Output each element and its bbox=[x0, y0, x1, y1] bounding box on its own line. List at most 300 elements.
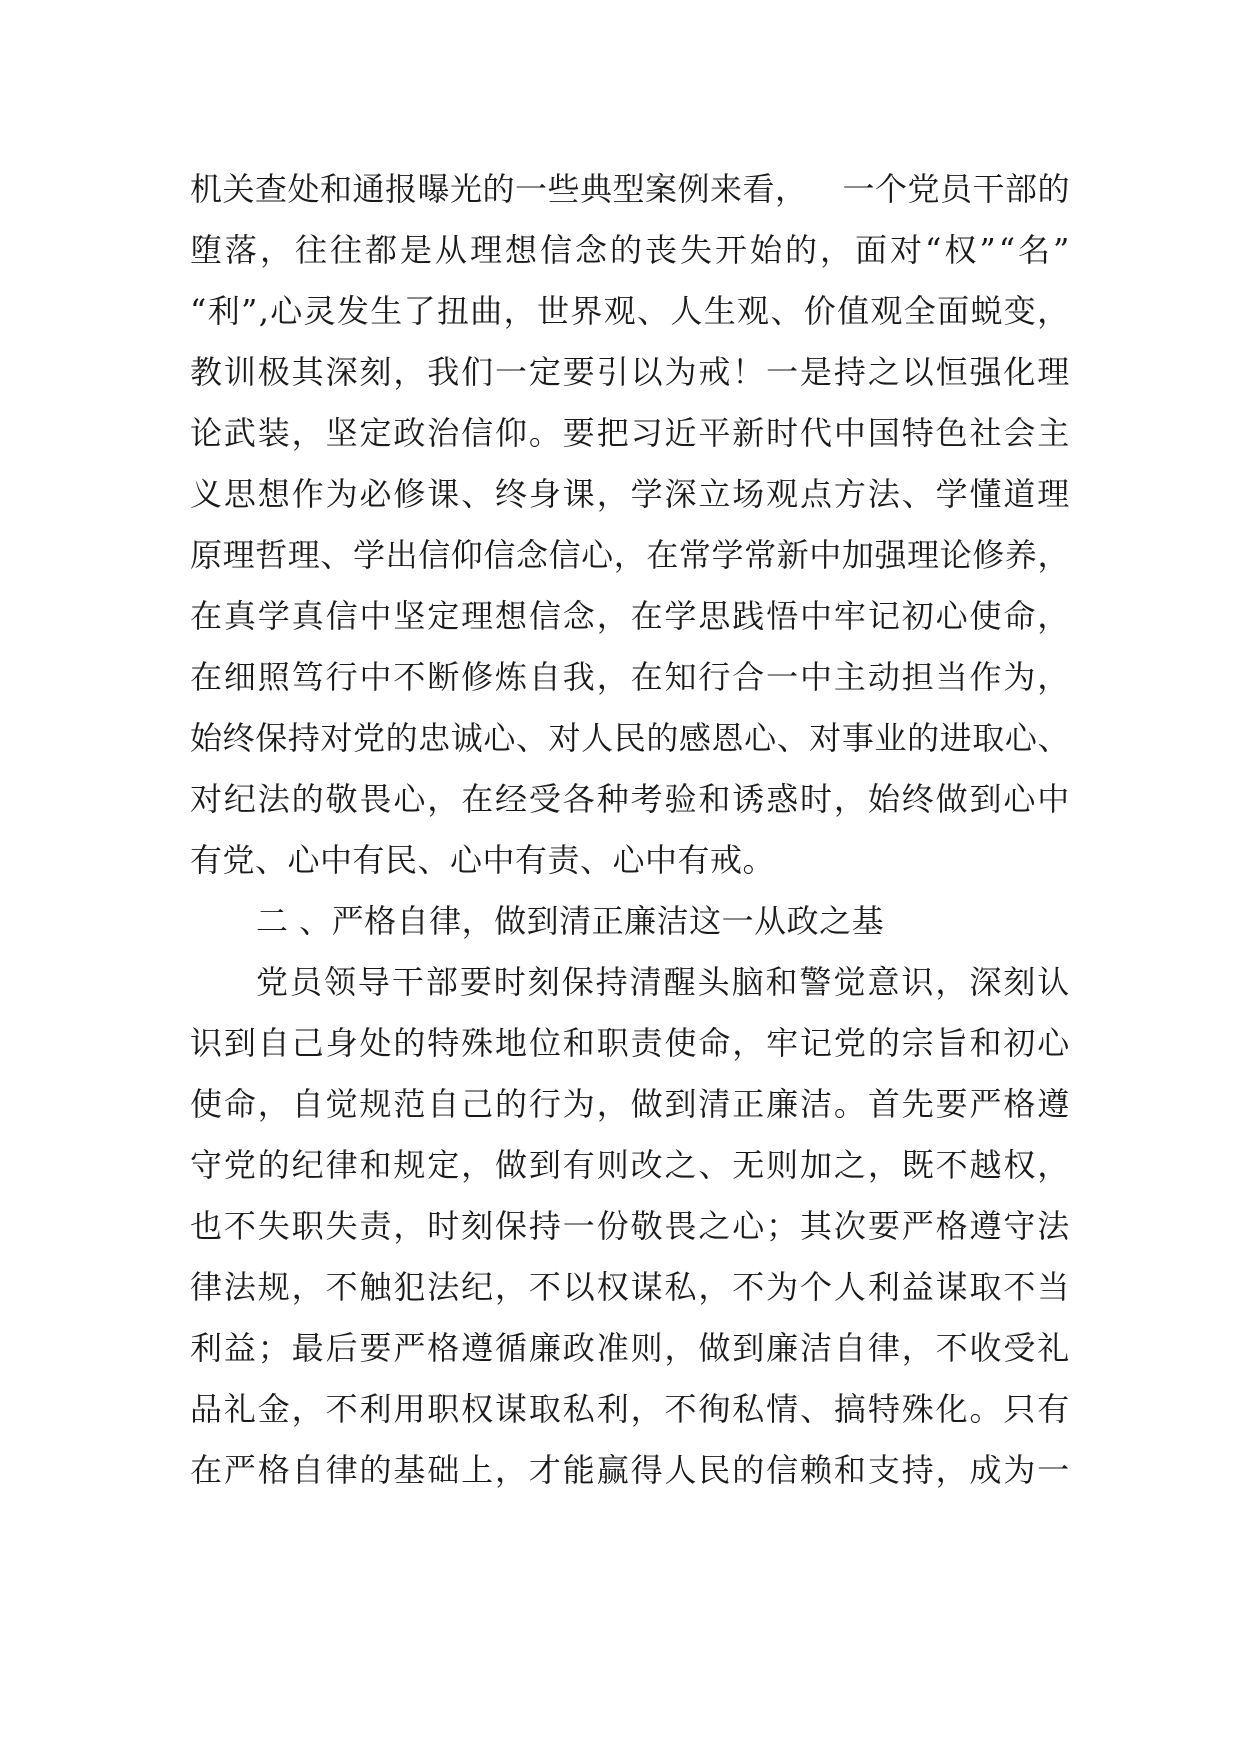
glyph: 使 bbox=[664, 1024, 697, 1062]
glyph: 私 bbox=[732, 1390, 765, 1428]
glyph: 律 bbox=[325, 1451, 359, 1489]
glyph: 自 bbox=[257, 1024, 291, 1062]
glyph: 正 bbox=[732, 1085, 765, 1123]
paragraph-line bbox=[190, 403, 1070, 464]
glyph: 理 bbox=[222, 536, 256, 574]
glyph: 的 bbox=[495, 1085, 528, 1123]
glyph: 成 bbox=[969, 1451, 1002, 1489]
glyph: 记 bbox=[867, 597, 901, 635]
glyph: 为 bbox=[1003, 1451, 1036, 1489]
glyph: 定 bbox=[427, 1146, 460, 1184]
glyph: 真 bbox=[223, 597, 257, 635]
paragraph-line bbox=[190, 769, 1070, 830]
glyph: ， bbox=[1037, 292, 1070, 330]
glyph: 中 bbox=[800, 597, 833, 635]
glyph: 训 bbox=[223, 353, 257, 391]
glyph: 在 bbox=[190, 1451, 223, 1489]
glyph: 理 bbox=[470, 231, 503, 269]
glyph: 做 bbox=[935, 780, 969, 818]
paragraph-line bbox=[190, 281, 1070, 342]
glyph: 导 bbox=[357, 963, 391, 1001]
glyph: 得 bbox=[630, 1451, 664, 1489]
glyph: 做 bbox=[630, 1085, 664, 1123]
glyph: 心 bbox=[732, 1207, 765, 1245]
glyph: 失 bbox=[325, 1207, 359, 1245]
glyph: 、 bbox=[901, 475, 935, 513]
glyph: 真 bbox=[291, 597, 325, 635]
glyph: 持 bbox=[833, 353, 867, 391]
glyph: 益 bbox=[901, 1268, 935, 1306]
glyph: 信 bbox=[418, 536, 451, 574]
glyph: 为 bbox=[562, 1085, 596, 1123]
glyph: 遵 bbox=[969, 1207, 1002, 1245]
glyph: 有 bbox=[1037, 1390, 1070, 1428]
glyph: 始 bbox=[750, 231, 783, 269]
glyph: 考 bbox=[630, 780, 664, 818]
glyph: 政 bbox=[393, 414, 426, 452]
glyph: 当 bbox=[935, 658, 969, 696]
glyph: ， bbox=[867, 1146, 901, 1184]
glyph: 才 bbox=[528, 1451, 562, 1489]
glyph: ” bbox=[1053, 231, 1070, 269]
glyph: 和 bbox=[562, 1024, 596, 1062]
glyph: 自 bbox=[291, 1451, 325, 1489]
glyph: ， bbox=[495, 1451, 528, 1489]
paragraph-line-text: 机关查处和通报曝光的一些典型案例来看， bbox=[190, 170, 808, 208]
glyph: 念 bbox=[515, 536, 549, 574]
glyph: 课 bbox=[562, 475, 596, 513]
glyph: 也 bbox=[190, 1207, 223, 1245]
glyph: 洁 bbox=[800, 1329, 833, 1367]
glyph: 堕 bbox=[190, 231, 223, 269]
glyph: ， bbox=[820, 231, 853, 269]
glyph: 识 bbox=[190, 1024, 223, 1062]
glyph: 利 bbox=[867, 1268, 901, 1306]
glyph: 理 bbox=[907, 536, 940, 574]
glyph: ， bbox=[935, 1451, 969, 1489]
glyph: ， bbox=[291, 1390, 325, 1428]
glyph: 信 bbox=[766, 1451, 799, 1489]
paragraph-line bbox=[190, 464, 1070, 525]
glyph: 验 bbox=[664, 780, 697, 818]
paragraph-line-text bbox=[190, 586, 1070, 647]
glyph: 、 bbox=[698, 1146, 731, 1184]
glyph: 刻 bbox=[1003, 963, 1036, 1001]
glyph: 以 bbox=[630, 353, 664, 391]
glyph: 合 bbox=[732, 658, 765, 696]
paragraph-line-text bbox=[190, 1135, 1070, 1196]
glyph: 初 bbox=[1003, 1024, 1036, 1062]
glyph: 中 bbox=[833, 414, 867, 452]
glyph: 责 bbox=[630, 1024, 664, 1062]
glyph: 支 bbox=[867, 1451, 901, 1489]
glyph: 仰 bbox=[450, 536, 484, 574]
glyph: 持 bbox=[901, 1451, 935, 1489]
glyph: ， bbox=[393, 1207, 426, 1245]
glyph: 不 bbox=[393, 658, 426, 696]
glyph: 使 bbox=[969, 597, 1002, 635]
glyph: 不 bbox=[935, 1329, 969, 1367]
glyph: ， bbox=[427, 780, 460, 818]
glyph: “ bbox=[925, 231, 942, 269]
glyph: 宗 bbox=[901, 1024, 935, 1062]
glyph: 要 bbox=[459, 963, 493, 1001]
glyph: 权 bbox=[1003, 1146, 1036, 1184]
glyph: 纪 bbox=[461, 1268, 494, 1306]
glyph: 基 bbox=[393, 1451, 426, 1489]
glyph: 脑 bbox=[731, 963, 765, 1001]
glyph: 其 bbox=[800, 1207, 833, 1245]
glyph: 义 bbox=[190, 475, 223, 513]
glyph: 诚 bbox=[450, 719, 484, 757]
glyph: 加 bbox=[841, 536, 875, 574]
paragraph-line bbox=[190, 1013, 1070, 1074]
glyph: 一 bbox=[495, 353, 528, 391]
glyph: 谋 bbox=[495, 1390, 528, 1428]
glyph: 敬 bbox=[630, 1207, 664, 1245]
glyph: 出 bbox=[385, 536, 419, 574]
glyph: 的 bbox=[610, 231, 643, 269]
glyph: ， bbox=[732, 1024, 765, 1062]
glyph: 们 bbox=[461, 353, 494, 391]
glyph: 收 bbox=[969, 1329, 1002, 1367]
glyph: 在 bbox=[630, 658, 664, 696]
glyph: 职 bbox=[596, 1024, 630, 1062]
glyph: 学 bbox=[664, 597, 697, 635]
glyph: 定 bbox=[359, 414, 392, 452]
glyph: 无 bbox=[732, 1146, 765, 1184]
glyph: 定 bbox=[427, 597, 460, 635]
glyph: ， bbox=[935, 963, 968, 1001]
glyph: 触 bbox=[359, 1268, 392, 1306]
glyph: ， bbox=[1037, 1146, 1070, 1184]
glyph: 则 bbox=[630, 1329, 664, 1367]
glyph: 强 bbox=[874, 536, 907, 574]
glyph: 种 bbox=[596, 780, 630, 818]
glyph: 范 bbox=[393, 1085, 426, 1123]
glyph: 头 bbox=[697, 963, 731, 1001]
glyph: 持 bbox=[287, 719, 321, 757]
glyph: 其 bbox=[291, 353, 325, 391]
glyph: 细 bbox=[223, 658, 257, 696]
glyph: 一 bbox=[1037, 1451, 1070, 1489]
glyph: 之 bbox=[867, 353, 901, 391]
glyph: ， bbox=[257, 1085, 291, 1123]
glyph: 位 bbox=[528, 1024, 562, 1062]
paragraph-line bbox=[190, 525, 1070, 586]
glyph: 定 bbox=[528, 353, 562, 391]
glyph: 到 bbox=[732, 1329, 765, 1367]
glyph: 开 bbox=[715, 231, 748, 269]
glyph: 守 bbox=[190, 1146, 223, 1184]
glyph: 信 bbox=[540, 231, 573, 269]
glyph: 动 bbox=[867, 658, 901, 696]
glyph: 遵 bbox=[1037, 1085, 1070, 1123]
glyph: 常 bbox=[744, 536, 777, 574]
glyph: 情 bbox=[766, 1390, 799, 1428]
glyph: 不 bbox=[325, 1390, 359, 1428]
glyph: 心 bbox=[393, 780, 426, 818]
glyph: 利 bbox=[359, 1390, 392, 1428]
glyph: 理 bbox=[461, 597, 494, 635]
glyph: 我 bbox=[427, 353, 460, 391]
glyph: 习 bbox=[630, 414, 664, 452]
glyph: 取 bbox=[972, 719, 1005, 757]
glyph: 时 bbox=[766, 414, 799, 452]
glyph: 规 bbox=[359, 1085, 392, 1123]
glyph: ， bbox=[1037, 536, 1070, 574]
glyph: 治 bbox=[427, 414, 460, 452]
glyph: 曲 bbox=[470, 292, 503, 330]
glyph: 益 bbox=[223, 1329, 257, 1367]
glyph: 信 bbox=[483, 536, 516, 574]
glyph: 用 bbox=[393, 1390, 426, 1428]
glyph: 近 bbox=[664, 414, 697, 452]
glyph: 教 bbox=[190, 353, 223, 391]
glyph: 场 bbox=[732, 475, 765, 513]
glyph: ， bbox=[393, 353, 426, 391]
glyph: 生 bbox=[370, 292, 403, 330]
glyph: ； bbox=[766, 1207, 799, 1245]
glyph: 面 bbox=[855, 231, 888, 269]
glyph: ， bbox=[291, 1268, 325, 1306]
glyph: 、 bbox=[1037, 719, 1070, 757]
glyph: 不 bbox=[325, 1268, 359, 1306]
glyph: 和 bbox=[833, 1451, 867, 1489]
glyph: 国 bbox=[867, 414, 901, 452]
paragraph-line-text bbox=[190, 1257, 1070, 1318]
glyph: 理 bbox=[1037, 475, 1070, 513]
glyph: 刻 bbox=[359, 353, 392, 391]
paragraph-line-text bbox=[190, 1440, 1070, 1501]
glyph: 准 bbox=[596, 1329, 630, 1367]
glyph: 最 bbox=[291, 1329, 325, 1367]
paragraph-line bbox=[190, 708, 1070, 769]
glyph: 想 bbox=[505, 231, 538, 269]
glyph: 法 bbox=[257, 780, 291, 818]
glyph: 点 bbox=[800, 475, 833, 513]
glyph: 经 bbox=[495, 780, 528, 818]
paragraph-line-text bbox=[190, 1074, 1070, 1135]
glyph: 强 bbox=[969, 353, 1002, 391]
glyph: 对 bbox=[809, 719, 842, 757]
glyph: 原 bbox=[190, 536, 223, 574]
glyph: 我 bbox=[562, 658, 596, 696]
glyph: 懂 bbox=[969, 475, 1002, 513]
glyph: 中 bbox=[800, 658, 833, 696]
glyph: 道 bbox=[1003, 475, 1036, 513]
glyph: 洁 bbox=[800, 1085, 833, 1123]
glyph: 自 bbox=[291, 1085, 325, 1123]
glyph: 恩 bbox=[711, 719, 745, 757]
glyph: 断 bbox=[427, 658, 460, 696]
paragraph-line-text bbox=[190, 647, 1070, 708]
glyph: 悟 bbox=[766, 597, 799, 635]
glyph: 谋 bbox=[630, 1268, 664, 1306]
paragraph-line-text bbox=[190, 342, 1070, 403]
glyph: 牢 bbox=[833, 597, 867, 635]
paragraph-line bbox=[190, 647, 1070, 708]
glyph: 保 bbox=[561, 963, 595, 1001]
glyph: 赢 bbox=[596, 1451, 630, 1489]
glyph: 利 bbox=[596, 1390, 630, 1428]
glyph: 不 bbox=[528, 1268, 562, 1306]
glyph: 私 bbox=[562, 1390, 596, 1428]
glyph: 把 bbox=[596, 414, 630, 452]
glyph: 的 bbox=[732, 1451, 765, 1489]
glyph: 不 bbox=[223, 1207, 257, 1245]
glyph: 廉 bbox=[766, 1085, 799, 1123]
glyph: 权 bbox=[461, 1390, 494, 1428]
glyph: ； bbox=[257, 1329, 291, 1367]
glyph: 律 bbox=[867, 1329, 901, 1367]
glyph: 主 bbox=[1037, 414, 1070, 452]
glyph: 份 bbox=[596, 1207, 630, 1245]
glyph: 清 bbox=[698, 1085, 731, 1123]
glyph: 利 bbox=[207, 292, 241, 330]
glyph: 人 bbox=[670, 292, 703, 330]
paragraph-line bbox=[190, 1440, 1070, 1501]
glyph: 人 bbox=[833, 1268, 867, 1306]
paragraph-line-text bbox=[190, 1318, 1070, 1379]
glyph: 先 bbox=[901, 1085, 935, 1123]
glyph: 信 bbox=[548, 536, 582, 574]
glyph: 学 bbox=[257, 597, 291, 635]
glyph: ， bbox=[503, 292, 537, 330]
glyph: 往 bbox=[295, 231, 328, 269]
paragraph-line-text bbox=[190, 220, 1070, 281]
glyph: 中 bbox=[809, 536, 842, 574]
paragraph-line-text: 有党、心中有民、心中有责、心中有戒。 bbox=[190, 841, 776, 879]
glyph: 律 bbox=[325, 1146, 359, 1184]
section-heading bbox=[190, 891, 1070, 952]
paragraph-line-text bbox=[190, 769, 1070, 830]
glyph: 学 bbox=[935, 475, 969, 513]
paragraph-line bbox=[190, 1074, 1070, 1135]
glyph: 自 bbox=[528, 658, 562, 696]
glyph: 、 bbox=[461, 475, 494, 513]
glyph: 的 bbox=[257, 1146, 291, 1184]
glyph: 始 bbox=[190, 719, 223, 757]
glyph: 世 bbox=[536, 292, 570, 330]
paragraph-line-text bbox=[190, 281, 1070, 342]
glyph: 作 bbox=[291, 475, 325, 513]
glyph: 新 bbox=[776, 536, 810, 574]
glyph: ， bbox=[1037, 658, 1070, 696]
glyph: 笃 bbox=[291, 658, 325, 696]
glyph: 命 bbox=[698, 1024, 731, 1062]
glyph: 仰 bbox=[495, 414, 528, 452]
glyph: 处 bbox=[359, 1024, 392, 1062]
glyph: 干 bbox=[391, 963, 425, 1001]
glyph: 作 bbox=[969, 658, 1002, 696]
glyph: 权 bbox=[944, 231, 977, 269]
glyph: 的 bbox=[867, 1024, 901, 1062]
paragraph-line bbox=[190, 342, 1070, 403]
glyph: 信 bbox=[325, 597, 359, 635]
glyph: 有 bbox=[562, 1146, 596, 1184]
glyph: 终 bbox=[901, 780, 935, 818]
glyph: 法 bbox=[223, 1268, 257, 1306]
glyph: 心 bbox=[744, 719, 777, 757]
glyph: 想 bbox=[257, 475, 291, 513]
glyph: 不 bbox=[1003, 1268, 1036, 1306]
glyph: 意 bbox=[867, 963, 900, 1001]
glyph: 对 bbox=[320, 719, 353, 757]
glyph: ， bbox=[495, 1268, 528, 1306]
glyph: 要 bbox=[935, 1085, 969, 1123]
glyph: 在 bbox=[190, 658, 223, 696]
glyph: 法 bbox=[1037, 1207, 1070, 1245]
glyph: 各 bbox=[562, 780, 596, 818]
glyph: 和 bbox=[969, 1024, 1002, 1062]
glyph: 牢 bbox=[766, 1024, 799, 1062]
paragraph-line-text bbox=[190, 525, 1070, 586]
glyph: 犯 bbox=[393, 1268, 426, 1306]
glyph: 命 bbox=[1003, 597, 1036, 635]
glyph: 忠 bbox=[418, 719, 451, 757]
glyph: 既 bbox=[901, 1146, 935, 1184]
glyph: 理 bbox=[287, 536, 321, 574]
glyph: 了 bbox=[403, 292, 437, 330]
glyph: 时 bbox=[800, 780, 833, 818]
glyph: 新 bbox=[732, 414, 765, 452]
glyph: 个 bbox=[800, 1268, 833, 1306]
glyph: 廉 bbox=[528, 1329, 562, 1367]
glyph: 民 bbox=[613, 719, 647, 757]
glyph: 要 bbox=[359, 1329, 392, 1367]
glyph: 格 bbox=[935, 1207, 969, 1245]
glyph: “ bbox=[190, 292, 207, 330]
glyph: 党 bbox=[223, 1146, 257, 1184]
glyph: 引 bbox=[596, 353, 630, 391]
glyph: 深 bbox=[325, 353, 359, 391]
glyph: 不 bbox=[732, 1268, 765, 1306]
glyph: 畏 bbox=[664, 1207, 697, 1245]
glyph: 是 bbox=[800, 353, 833, 391]
paragraph-line bbox=[190, 1196, 1070, 1257]
glyph: 受 bbox=[1003, 1329, 1036, 1367]
glyph: 心 bbox=[1037, 1024, 1070, 1062]
glyph: 自 bbox=[427, 1085, 460, 1123]
glyph: ， bbox=[291, 414, 325, 452]
paragraph-line bbox=[190, 586, 1070, 647]
glyph: 上 bbox=[461, 1451, 494, 1489]
glyph: 念 bbox=[575, 231, 608, 269]
glyph: 严 bbox=[223, 1451, 257, 1489]
glyph: 人 bbox=[581, 719, 614, 757]
glyph: 信 bbox=[528, 597, 562, 635]
glyph: 理 bbox=[1037, 353, 1070, 391]
glyph: 赖 bbox=[800, 1451, 833, 1489]
glyph: 人 bbox=[664, 1451, 697, 1489]
glyph: 深 bbox=[664, 475, 697, 513]
glyph: 行 bbox=[698, 658, 731, 696]
glyph: 和 bbox=[698, 780, 731, 818]
glyph: 只 bbox=[1003, 1390, 1036, 1428]
glyph: 职 bbox=[291, 1207, 325, 1245]
glyph: ， bbox=[664, 1329, 697, 1367]
glyph: 化 bbox=[935, 1390, 969, 1428]
glyph: 心 bbox=[1003, 780, 1036, 818]
glyph: 徇 bbox=[698, 1390, 731, 1428]
glyph: 搞 bbox=[833, 1390, 867, 1428]
glyph: 行 bbox=[528, 1085, 562, 1123]
glyph: 的 bbox=[393, 1024, 426, 1062]
glyph: 己 bbox=[461, 1085, 494, 1123]
glyph: 价 bbox=[803, 292, 837, 330]
glyph: 、 bbox=[770, 292, 803, 330]
